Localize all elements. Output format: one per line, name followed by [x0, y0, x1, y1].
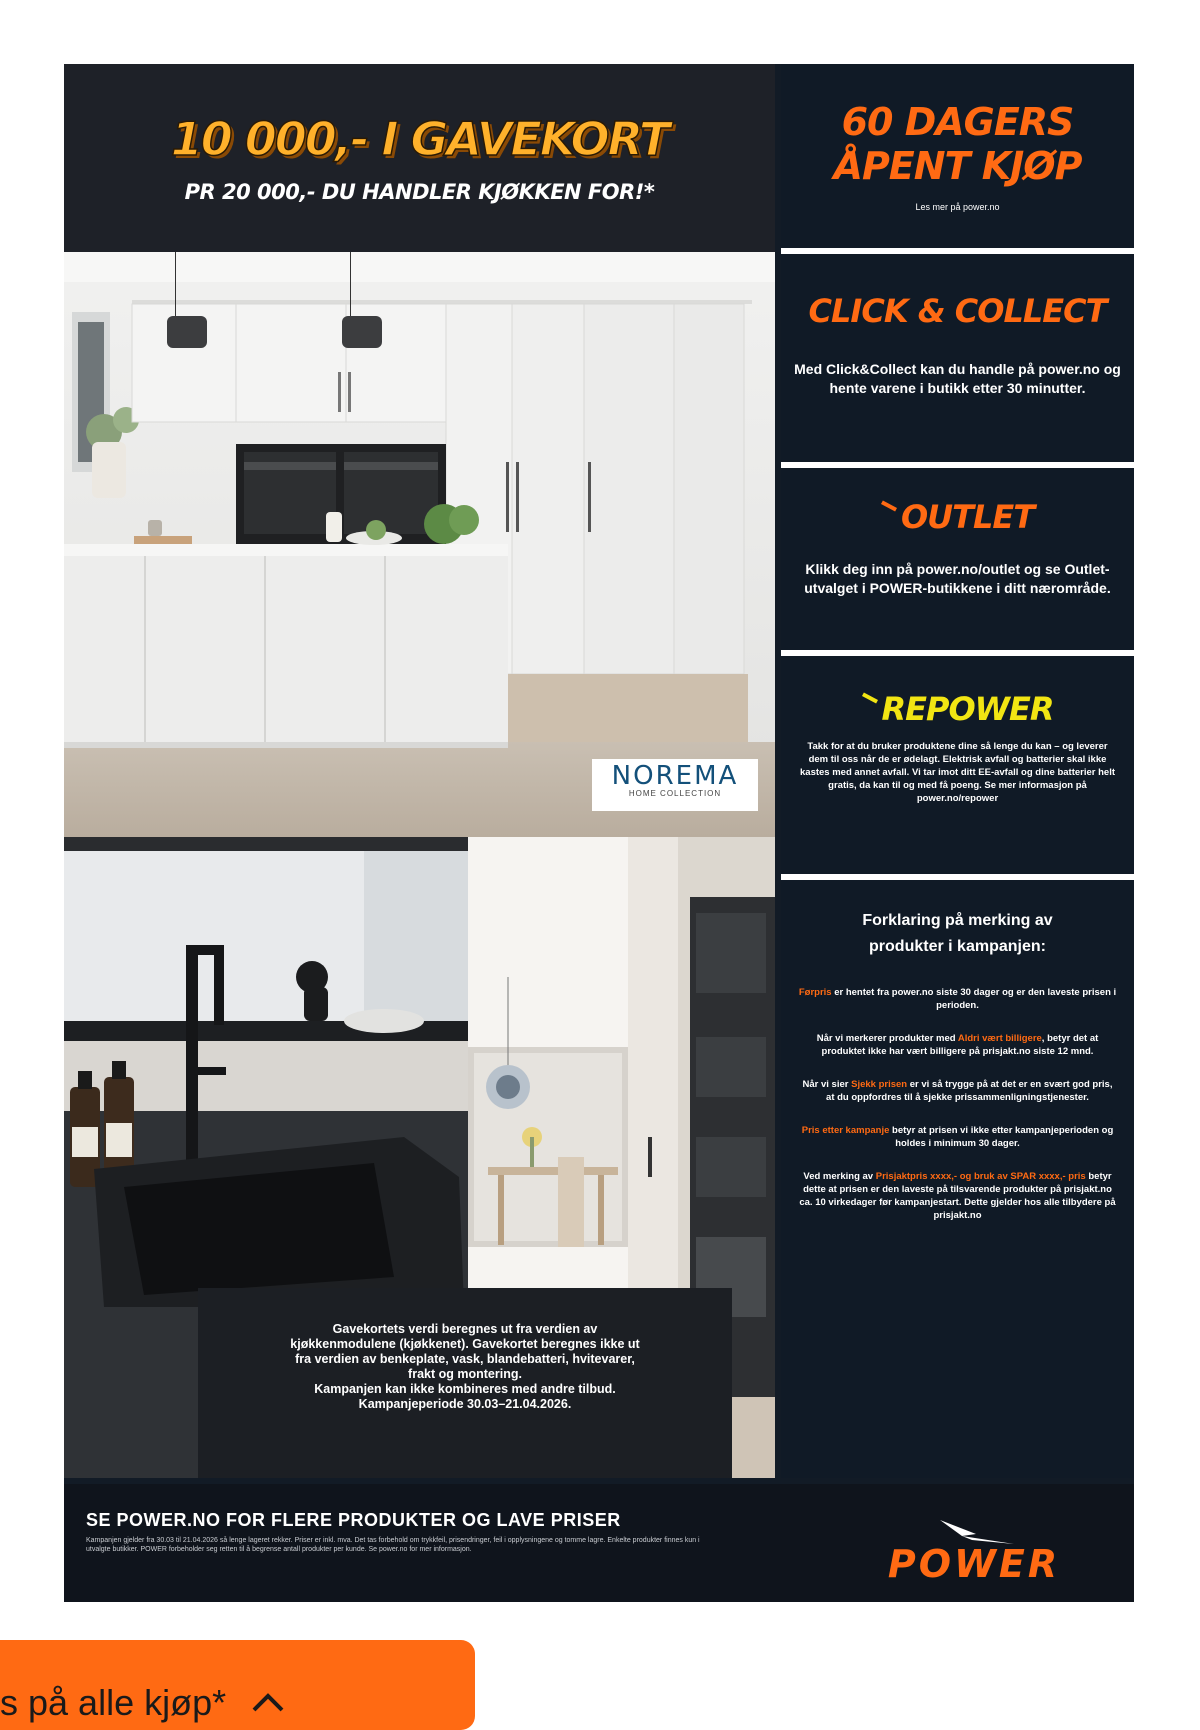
- explanation-text: betyr at prisen vi ikke etter kampanjeperioden og holdes i minimum 30 dager.: [889, 1125, 1114, 1149]
- explanation-item: [797, 1124, 1118, 1150]
- footer-title: SE POWER.NO FOR FLERE PRODUKTER OG LAVE PRISER: [86, 1510, 621, 1530]
- open-purchase-panel: [781, 64, 1134, 248]
- disclaimer-line: fra verdien av benkeplate, vask, blandebatteri, hvitevarer,: [295, 1352, 635, 1366]
- explanation-text: Når vi sier: [802, 1079, 852, 1090]
- repower-title: REPOWER: [881, 690, 1054, 728]
- disclaimer-line: kjøkkenmodulene (kjøkkenet). Gavekortet beregnes ikke ut: [290, 1337, 640, 1351]
- swoosh-icon: [881, 500, 897, 511]
- explanation-text: betyr dette at prisen er den laveste på tilsvarende produkter på prisjakt.no ca. 10 virkedager før kampanjestart. Dette gjelder hos alle tilbydere på prisjakt.no: [799, 1171, 1116, 1221]
- benefits-toggle-button[interactable]: [0, 1640, 475, 1730]
- click-collect-text: Med Click&Collect kan du handle på power.no og hente varene i butikk etter 30 minutter.: [794, 361, 1121, 396]
- flyer-footer: [64, 1484, 1134, 1602]
- hero-banner: [64, 64, 775, 252]
- explanation-title-line1: Forklaring på merking av: [862, 912, 1053, 929]
- explanation-highlight: Førpris: [798, 987, 832, 998]
- power-logo-text: POWER: [887, 1542, 1061, 1586]
- norema-badge: [592, 759, 758, 811]
- explanation-highlight: Prisjaktpris xxxx,- og bruk av SPAR xxxx,- pris: [875, 1171, 1086, 1182]
- outlet-title-row: [781, 498, 1134, 536]
- repower-title-row: [781, 690, 1134, 728]
- repower-text: Takk for at du bruker produktene dine så lenge du kan – og leverer dem til oss når de er ødelagt. Elektrisk avfall og batterier skal ikke kastes med annet avfall. Vi tar imot ditt EE-avfall og dine batterier helt gratis, da kan til og med få poeng. Se mer informasjon på power.no/repower: [800, 741, 1115, 804]
- disclaimer-line: frakt og montering.: [408, 1367, 522, 1381]
- disclaimer-line: Kampanjen kan ikke kombineres med andre tilbud.: [314, 1382, 616, 1396]
- explanation-text: Når vi merkerer produkter med: [816, 1033, 958, 1044]
- open-purchase-link[interactable]: Les mer på power.no: [915, 202, 1000, 212]
- hero-subtitle: PR 20 000,- DU HANDLER KJØKKEN FOR!*: [184, 180, 655, 204]
- click-collect-title: CLICK & COLLECT: [808, 292, 1107, 330]
- footer-fine-print: Kampanjen gjelder fra 30.03 til 21.04.2026 så lenge lageret rekker. Priser er inkl. mva. Det tas forbehold om trykkfeil, prisendringer, feil i opplysningene og tomme lagre. Enkelte produkter finnes kun i utvalgte butikker. POWER forbeholder seg retten til å begrense antall produkter per kunde. Se power.no for mer informasjon.: [86, 1537, 700, 1553]
- power-logo: [844, 1516, 1104, 1586]
- explanation-text: er hentet fra power.no siste 30 dager og er den laveste prisen i perioden.: [831, 987, 1117, 1011]
- explanation-item: [797, 1170, 1118, 1222]
- explanation-highlight: Sjekk prisen: [851, 1079, 908, 1090]
- explanation-panel: [781, 880, 1134, 1478]
- repower-panel: [781, 656, 1134, 874]
- norema-logo-subtext: HOME COLLECTION: [628, 789, 722, 798]
- explanation-item: [797, 1032, 1118, 1058]
- kitchen-photo: [64, 252, 775, 837]
- open-purchase-title-line1: 60 DAGERS: [841, 100, 1074, 144]
- disclaimer-line: Kampanjeperiode 30.03–21.04.2026.: [358, 1397, 572, 1411]
- left-column: [64, 64, 775, 1478]
- norema-logo-text: NOREMA: [611, 761, 739, 791]
- outlet-panel: [781, 468, 1134, 650]
- chevron-up-icon: [248, 1686, 288, 1716]
- outlet-title: OUTLET: [900, 498, 1035, 536]
- explanation-text: er vi så trygge på at det er en svært god pris, at du oppfordres til å sjekke prissammenligningstjenester.: [826, 1079, 1113, 1103]
- explanation-title-line2: produkter i kampanjen:: [869, 938, 1046, 955]
- hero-title: 10 000,- I GAVEKORT: [170, 112, 669, 166]
- outlet-text: Klikk deg inn på power.no/outlet og se Outlet-utvalget i POWER-butikkene i ditt nærområde.: [804, 561, 1111, 596]
- flyer-page: [64, 64, 1134, 1602]
- right-column: [781, 64, 1134, 1478]
- explanation-text: , betyr det at produktet ikke har vært billigere på prisjakt.no siste 12 mnd.: [821, 1033, 1099, 1057]
- benefits-toggle-label: s på alle kjøp*: [0, 1682, 227, 1723]
- explanation-text: Ved merking av: [803, 1171, 876, 1182]
- open-purchase-title-line2: ÅPENT KJØP: [833, 144, 1082, 188]
- explanation-item: [797, 1078, 1118, 1104]
- explanation-item: [797, 986, 1118, 1012]
- disclaimer-line: Gavekortets verdi beregnes ut fra verdien av: [332, 1322, 598, 1336]
- swoosh-icon: [862, 692, 878, 703]
- explanation-highlight: Aldri vært billigere: [957, 1033, 1042, 1044]
- click-collect-panel: [781, 254, 1134, 462]
- explanation-highlight: Pris etter kampanje: [801, 1125, 890, 1136]
- campaign-disclaimer: [198, 1288, 732, 1478]
